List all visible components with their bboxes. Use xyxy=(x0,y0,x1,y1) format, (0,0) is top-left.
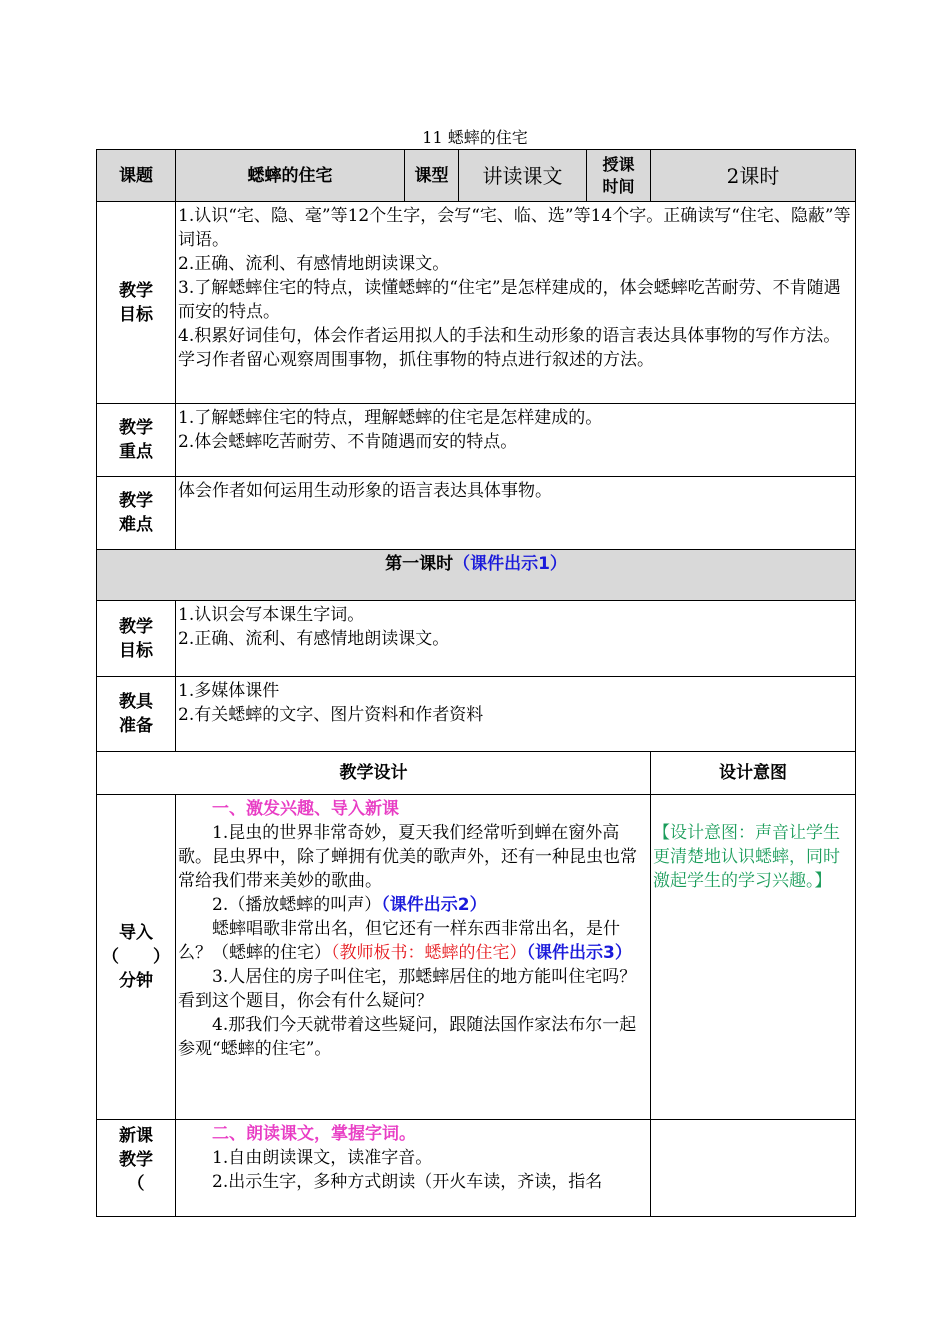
tools-line: 2.有关蟋蟀的文字、图片资料和作者资料 xyxy=(178,705,484,725)
difficulty-content: 体会作者如何运用生动形象的语言表达具体事物。 xyxy=(176,477,856,550)
intro-paragraph xyxy=(178,893,648,917)
lesson1-goals-row xyxy=(97,601,856,677)
intro-p3-slide: （课件出示3） xyxy=(526,943,632,963)
newlesson-content xyxy=(176,1120,651,1217)
intro-label-line1: 导入 xyxy=(119,923,153,943)
hours-label: 授课 时间 xyxy=(587,150,651,202)
newlesson-label xyxy=(97,1120,176,1217)
design-header-right: 设计意图 xyxy=(651,752,856,795)
newlesson-paragraph: 1.自由朗读课文，读准字音。 xyxy=(212,1148,433,1168)
goal-line: 1.认识“宅、隐、毫”等12个生字，会写“宅、临、选”等14个字。正确读写“住宅、隐蔽”等词语。 xyxy=(178,206,851,250)
difficulty-label: 教学 难点 xyxy=(97,477,176,550)
intro-paragraph: 1.昆虫的世界非常奇妙，夏天我们经常听到蝉在窗外高歌。昆虫界中，除了蝉拥有优美的歌声外，还有一种昆虫也常常给我们带来美妙的歌曲。 xyxy=(178,823,637,891)
intro-row xyxy=(97,795,856,1120)
design-header-row xyxy=(97,752,856,795)
tools-content xyxy=(176,677,856,752)
intro-section-title: 一、激发兴趣、导入新课 xyxy=(212,799,399,819)
tools-label: 教具 准备 xyxy=(97,677,176,752)
newlesson-label-line3: （ xyxy=(127,1174,145,1194)
newlesson-label-line2: 教学 xyxy=(119,1150,153,1170)
intro-label xyxy=(97,795,176,1120)
lesson-plan-grid xyxy=(96,149,856,1217)
topic-value: 蟋蟀的住宅 xyxy=(176,150,405,202)
tools-row xyxy=(97,677,856,752)
type-label: 课型 xyxy=(405,150,459,202)
tools-line: 1.多媒体课件 xyxy=(178,681,280,701)
goals-row xyxy=(97,202,856,404)
intro-paragraph: 3.人居住的房子叫住宅，那蟋蟀居住的地方能叫住宅吗？看到这个题目，你会有什么疑问？ xyxy=(178,967,637,1011)
goal-line: 2.正确、流利、有感情地朗读课文。 xyxy=(178,254,450,274)
newlesson-section-title: 二、朗读课文，掌握字词。 xyxy=(212,1124,416,1144)
intro-paragraph xyxy=(178,917,648,965)
design-header-left: 教学设计 xyxy=(97,752,651,795)
goal-line: 4.积累好词佳句，体会作者运用拟人的手法和生动形象的语言表达具体事物的写作方法。学习作者留心观察周围事物，抓住事物的特点进行叙述的方法。 xyxy=(178,326,841,370)
hours-value: 2课时 xyxy=(651,150,856,202)
goals-content xyxy=(176,202,856,404)
intro-p3-board: （教师板书：蟋蟀的住宅） xyxy=(331,943,527,963)
lesson1-row xyxy=(97,550,856,601)
lesson1-slide: （课件出示1） xyxy=(453,554,567,574)
focus-row xyxy=(97,404,856,477)
header-row xyxy=(97,150,856,202)
lesson1-goals-label: 教学 目标 xyxy=(97,601,176,677)
newlesson-paragraph: 2.出示生字，多种方式朗读（开火车读，齐读，指名 xyxy=(212,1172,603,1192)
intro-p2-text: 2.（播放蟋蟀的叫声） xyxy=(212,895,382,915)
goals-label: 教学 目标 xyxy=(97,202,176,404)
lesson1-title: 第一课时 xyxy=(385,554,454,574)
lesson1-goal-line: 1.认识会写本课生字词。 xyxy=(178,605,365,625)
intro-p3-text: 蟋蟀唱歌非常出名，但它还有一样东西非常出名，是什么？（蟋蟀的住宅） xyxy=(178,919,620,963)
focus-label: 教学 重点 xyxy=(97,404,176,477)
lesson1-goals-content xyxy=(176,601,856,677)
lesson1-goal-line: 2.正确、流利、有感情地朗读课文。 xyxy=(178,629,450,649)
goal-line: 3.了解蟋蟀住宅的特点，读懂蟋蟀的“住宅”是怎样建成的，体会蟋蟀吃苦耐劳、不肯随遇而安的特点。 xyxy=(178,278,841,322)
intro-intent: 【设计意图：声音让学生更清楚地认识蟋蟀，同时激起学生的学习兴趣。】 xyxy=(651,795,856,1120)
intro-content xyxy=(176,795,651,1120)
topic-label: 课题 xyxy=(97,150,176,202)
intro-paragraph: 4.那我们今天就带着这些疑问，跟随法国作家法布尔一起参观“蟋蟀的住宅”。 xyxy=(178,1015,637,1059)
intro-label-line3: 分钟 xyxy=(119,971,153,991)
intro-p2-slide: （课件出示2） xyxy=(381,895,487,915)
document-title: 11 蟋蟀的住宅 xyxy=(422,128,528,147)
intro-label-line2: （ ） xyxy=(102,947,170,967)
focus-line: 2.体会蟋蟀吃苦耐劳、不肯随遇而安的特点。 xyxy=(178,432,518,452)
lesson1-heading xyxy=(97,550,856,601)
newlesson-intent xyxy=(651,1120,856,1217)
newlesson-label-line1: 新课 xyxy=(119,1126,153,1146)
newlesson-row xyxy=(97,1120,856,1217)
focus-content xyxy=(176,404,856,477)
focus-line: 1.了解蟋蟀住宅的特点，理解蟋蟀的住宅是怎样建成的。 xyxy=(178,408,603,428)
type-value: 讲读课文 xyxy=(459,150,587,202)
difficulty-row xyxy=(97,477,856,550)
